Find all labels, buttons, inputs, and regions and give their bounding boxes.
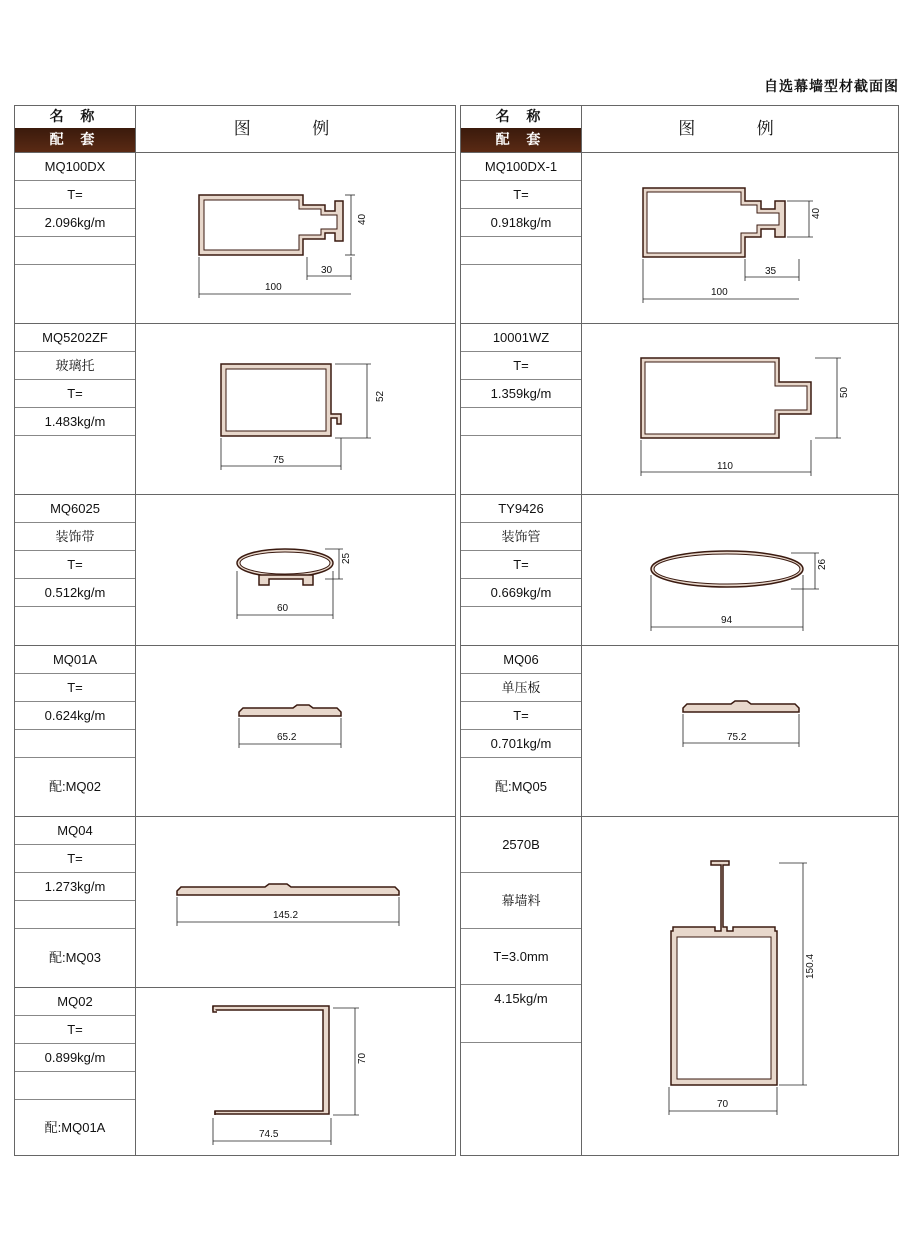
item-thickness: T=: [15, 1016, 135, 1044]
item-subtitle: 装饰管: [461, 523, 581, 551]
item-thickness: T=: [15, 845, 135, 873]
item-thickness: T=: [15, 380, 135, 408]
dim-height: 50: [839, 386, 850, 398]
item-thickness: T=: [461, 702, 581, 730]
item-code: MQ100DX: [15, 153, 135, 181]
page-title: 自选幕墙型材截面图: [764, 79, 899, 95]
profile-drawing: [135, 988, 457, 1156]
dim-width: 75.2: [727, 732, 747, 743]
dim-width: 75: [273, 455, 285, 466]
item-pair: [461, 436, 581, 494]
item-weight: 0.899kg/m: [15, 1044, 135, 1072]
item-code: MQ06: [461, 646, 581, 674]
item-weight: 0.624kg/m: [15, 702, 135, 730]
item-subtitle: 装饰带: [15, 523, 135, 551]
item-blank: [15, 1072, 135, 1100]
profile-drawing: [581, 646, 900, 816]
item-thickness: T=: [15, 551, 135, 579]
item-pair: [461, 607, 581, 645]
table-row: [15, 646, 455, 816]
item-weight: 1.483kg/m: [15, 408, 135, 436]
profile-drawing: [135, 324, 457, 494]
item-subtitle: 单压板: [461, 674, 581, 702]
item-pair: 配:MQ05: [494, 779, 547, 794]
item-pair: [461, 265, 581, 323]
table-row: [15, 495, 455, 645]
item-weight: 1.359kg/m: [461, 380, 581, 408]
item-pair: [15, 607, 135, 645]
dim-width: 94: [721, 615, 733, 626]
item-thickness: T=3.0mm: [461, 929, 581, 985]
item-code: MQ6025: [15, 495, 135, 523]
item-weight: 0.918kg/m: [461, 209, 581, 237]
dim-height: 70: [357, 1052, 368, 1064]
dim-width: 110: [717, 461, 733, 472]
table-row: [15, 324, 455, 494]
header-name: 名 称: [461, 106, 581, 128]
item-code: MQ04: [15, 817, 135, 845]
item-weight: 2.096kg/m: [15, 209, 135, 237]
item-pair: 配:MQ01A: [44, 1120, 106, 1135]
item-code: 2570B: [461, 817, 581, 873]
table-row: [15, 817, 455, 987]
item-code: 10001WZ: [461, 324, 581, 352]
item-blank: [15, 730, 135, 758]
dim-step: 35: [765, 266, 777, 277]
dim-height: 40: [357, 213, 368, 225]
left-table: [14, 105, 456, 1156]
dim-height: 26: [817, 558, 828, 570]
dim-step: 30: [321, 265, 333, 276]
item-thickness: T=: [461, 352, 581, 380]
dim-height: 52: [375, 390, 386, 402]
item-subtitle: 玻璃托: [15, 352, 135, 380]
item-pair: 配:MQ02: [48, 779, 101, 794]
profile-drawing: [135, 817, 457, 987]
item-blank: [461, 408, 581, 436]
item-code: MQ01A: [15, 646, 135, 674]
header-pair: 配 套: [461, 128, 581, 152]
dim-height: 25: [341, 552, 352, 564]
header-legend: 图 例: [581, 106, 898, 152]
profile-drawing: [581, 153, 900, 323]
dim-width: 100: [711, 287, 728, 298]
item-blank: [461, 237, 581, 265]
item-blank: [15, 237, 135, 265]
item-pair: [15, 265, 135, 323]
dim-width: 74.5: [259, 1129, 279, 1140]
dim-height: 150.4: [805, 953, 816, 979]
profile-drawing: [581, 495, 900, 645]
item-weight: 1.273kg/m: [15, 873, 135, 901]
item-subtitle: 幕墙料: [461, 873, 581, 929]
item-thickness: T=: [461, 181, 581, 209]
item-pair: 配:MQ03: [48, 950, 101, 965]
item-code: TY9426: [461, 495, 581, 523]
item-weight: 0.512kg/m: [15, 579, 135, 607]
dim-width: 100: [265, 282, 282, 293]
item-thickness: T=: [461, 551, 581, 579]
item-code: MQ02: [15, 988, 135, 1016]
dim-width: 70: [717, 1099, 729, 1110]
table-row: [461, 324, 898, 494]
table-row: [15, 988, 455, 1156]
dim-width: 145.2: [273, 910, 299, 921]
profile-drawing: [135, 153, 457, 323]
profile-drawing: [581, 324, 900, 494]
header-name: 名 称: [15, 106, 135, 128]
header-legend: 图 例: [135, 106, 455, 152]
header-pair: 配 套: [15, 128, 135, 152]
table-row: [461, 153, 898, 323]
item-blank: [15, 901, 135, 929]
item-weight: 0.701kg/m: [461, 730, 581, 758]
dim-width: 60: [277, 603, 289, 614]
table-row: [461, 646, 898, 816]
table-row: [461, 495, 898, 645]
dim-width: 65.2: [277, 732, 297, 743]
table-row: [461, 817, 898, 1157]
table-row: [15, 153, 455, 323]
item-thickness: T=: [15, 181, 135, 209]
item-code: MQ5202ZF: [15, 324, 135, 352]
dim-height: 40: [811, 207, 822, 219]
item-pair: [15, 436, 135, 494]
right-table: [460, 105, 899, 1156]
profile-drawing: [135, 646, 457, 816]
item-thickness: T=: [15, 674, 135, 702]
item-code: MQ100DX-1: [461, 153, 581, 181]
item-weight: 0.669kg/m: [461, 579, 581, 607]
item-weight: 4.15kg/m: [461, 985, 581, 1043]
profile-drawing: [581, 817, 900, 1157]
profile-drawing: [135, 495, 457, 645]
